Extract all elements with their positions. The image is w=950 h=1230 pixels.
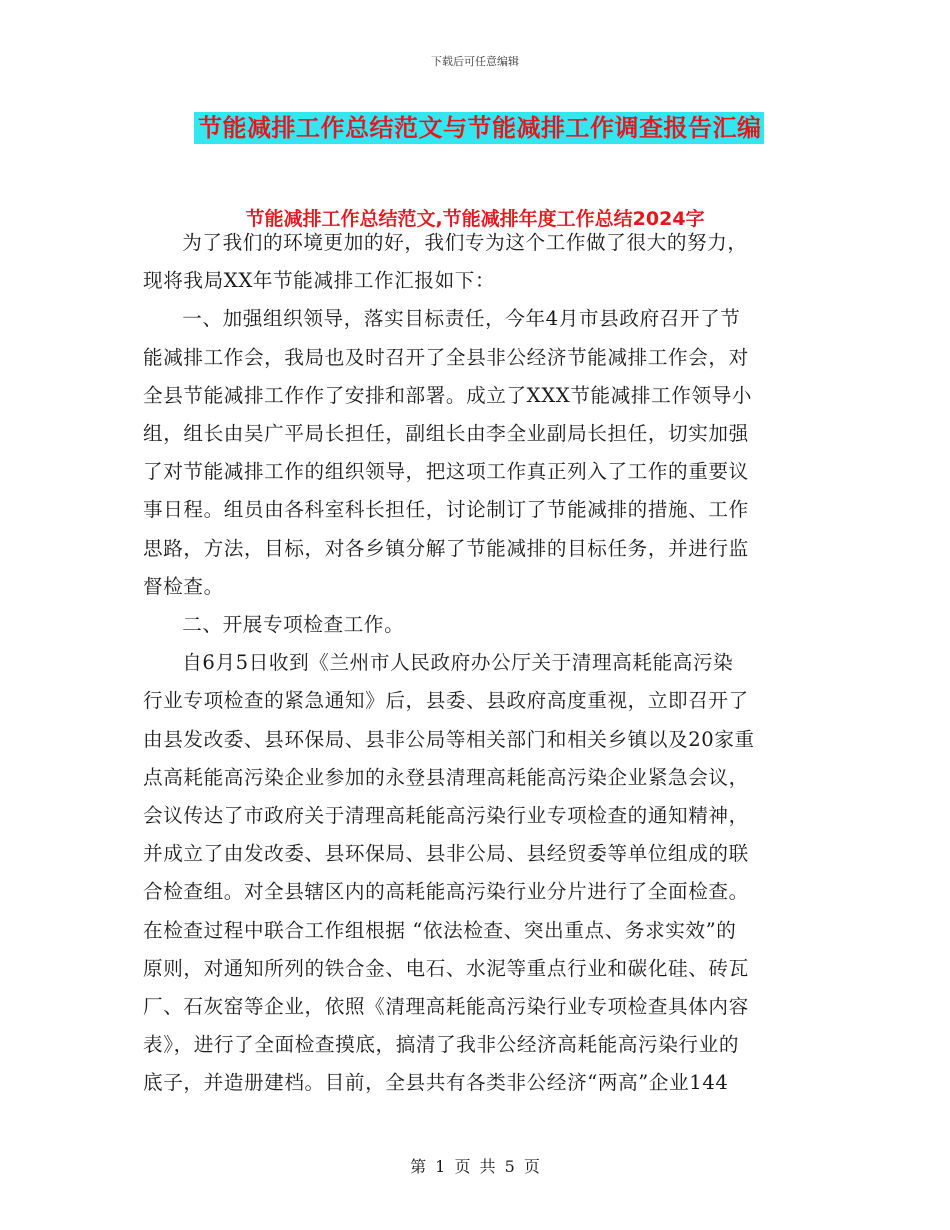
body-paragraph-section-heading: 二、开展专项检查工作。	[182, 613, 405, 637]
document-title: 节能减排工作总结范文与节能减排工作调查报告汇编	[194, 112, 764, 144]
page-header-note: 下载后可任意编辑	[431, 55, 519, 68]
body-paragraph-intro: 为了我们的环境更加的好，我们专为这个工作做了很大的努力， 现将我局XX年节能减排工作汇报如下：	[143, 231, 748, 293]
document-body	[143, 224, 811, 1103]
page-footer-number: 第 1 页 共 5 页	[410, 1157, 540, 1176]
body-paragraph-organization: 一、加强组织领导，落实目标责任，今年4月市县政府召开了节 能减排工作会，我局也及时召开了全县非公经济节能减排工作会，对 全县节能减排工作作了安排和部署。成立了XXX节能减排工作领导小 组，组长由吴广平局长担任，副组长由李全业副局长担任，切实加强 了对节能减排工作的组织领导，把这项工作真正列入了工作的重要议 事日程。组员由各科室科长担任，讨论制订了节能减排的措施、工作 思路，方法，目标，对各乡镇分解了节能减排的目标任务，并进行监 督检查。	[143, 307, 753, 598]
document-subtitle: 节能减排工作总结范文,节能减排年度工作总结2024字	[245, 208, 705, 230]
body-paragraph-inspection: 自6月5日收到《兰州市人民政府办公厅关于清理高耗能高污染 行业专项检查的紧急通知》后，县委、县政府高度重视，立即召开了 由县发改委、县环保局、县非公局等相关部门和相关乡镇以及20家重 点高耗能高污染企业参加的永登县清理高耗能高污染企业紧急会议， 会议传达了市政府关于清理高耗能高污染行业专项检查的通知精神， 并成立了由发改委、县环保局、县非公局、县经贸委等单位组成的联 合检查组。对全县辖区内的高耗能高污染行业分片进行了全面检查。 在检查过程中联合工作组根据 “依法检查、突出重点、务求实效”的 原则，对通知所列的铁合金、电石、水泥等重点行业和碳化硅、砖瓦 厂、石灰窑等企业，依照《清理高耗能高污染行业专项检查具体内容 表》，进行了全面检查摸底，搞清了我非公经济高耗能高污染行业的 底子，并造册建档。目前，全县共有各类非公经济“两高”企业144	[143, 651, 755, 1095]
